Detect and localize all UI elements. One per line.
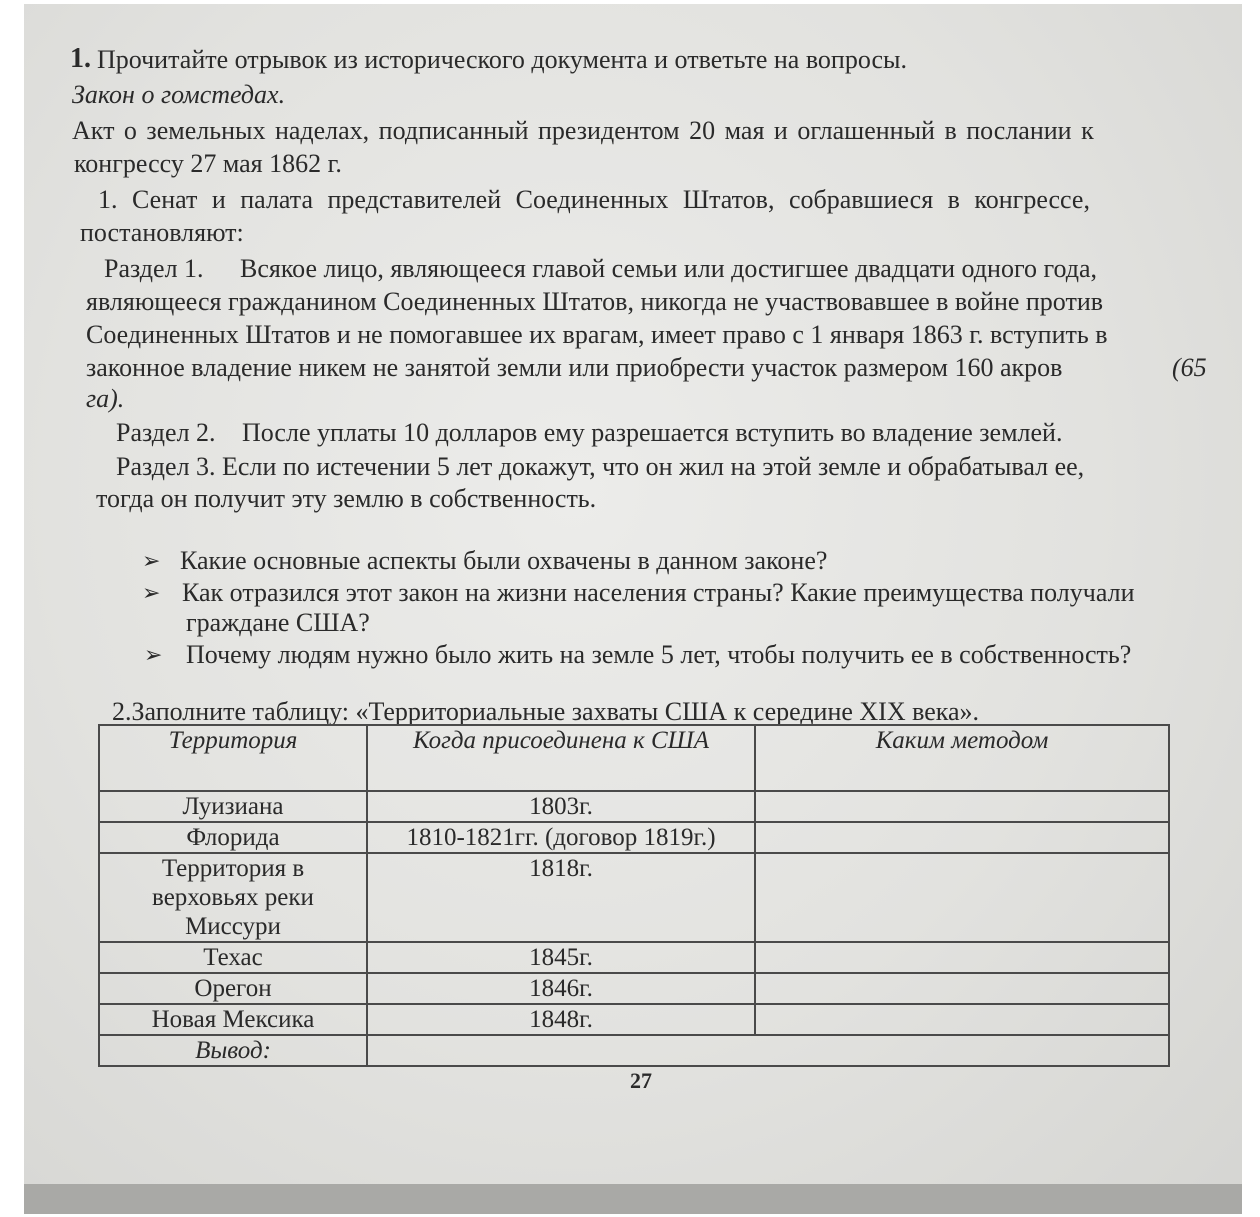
cell-method[interactable] xyxy=(755,791,1169,822)
table-row xyxy=(99,942,1169,973)
column-header-territory: Территория xyxy=(99,725,367,791)
bullet-arrow-icon: ➢ xyxy=(142,548,161,573)
section1-line-1: Всякое лицо, являющееся главой семьи или достигшее двадцати одного года, xyxy=(240,254,1097,283)
question-3: Почему людям нужно было жить на земле 5 лет, чтобы получить ее в собственность? xyxy=(186,640,1132,669)
territory-line: Территория в xyxy=(161,855,305,882)
section3-line-2: тогда он получит эту землю в собственность. xyxy=(96,484,597,513)
table-header-row xyxy=(99,725,1169,791)
column-header-method: Каким методом xyxy=(755,725,1169,791)
question-2: Как отразился этот закон на жизни населения страны? Какие преимущества получали xyxy=(182,578,1135,607)
section3-line-1: Раздел 3. Если по истечении 5 лет докажут, что он жил на этой земле и обрабатывал ее, xyxy=(116,452,1085,481)
cell-method[interactable] xyxy=(755,822,1169,853)
bullet-arrow-icon: ➢ xyxy=(142,580,161,605)
section2-label: Раздел 2. xyxy=(116,418,216,447)
cell-date: 1846г. xyxy=(367,973,755,1004)
territory-table xyxy=(98,724,1170,1067)
task1-heading: Прочитайте отрывок из исторического документа и ответьте на вопросы. xyxy=(97,45,907,74)
cell-date: 1803г. xyxy=(367,791,755,822)
law-title: Закон о гомстедах. xyxy=(72,80,286,109)
question-2-cont: граждане США? xyxy=(186,608,370,637)
conclusion-label: Вывод: xyxy=(99,1035,367,1066)
act-line-2: конгрессу 27 мая 1862 г. xyxy=(74,149,342,178)
section1-hectares-b: га). xyxy=(86,384,125,413)
bullet-arrow-icon: ➢ xyxy=(144,642,163,667)
section1-line-3: Соединенных Штатов и не помогавшее их врагам, имеет право с 1 января 1863 г. вступить в xyxy=(86,320,1108,349)
table-row xyxy=(99,973,1169,1004)
cell-territory: Луизиана xyxy=(99,791,367,822)
table-row xyxy=(99,1004,1169,1035)
section1-line-2: являющееся гражданином Соединенных Штатов, никогда не участвовавшее в войне против xyxy=(86,287,1104,316)
table-row xyxy=(99,791,1169,822)
cell-date: 1845г. xyxy=(367,942,755,973)
territory-line: верховьях реки xyxy=(152,884,314,911)
column-header-date: Когда присоединена к США xyxy=(367,725,755,791)
cell-date: 1848г. xyxy=(367,1004,755,1035)
section1-hectares-a: (65 xyxy=(1172,353,1207,382)
task2-heading: 2.Заполните таблицу: «Территориальные захваты США к середине XIX века». xyxy=(112,697,980,726)
conclusion-cell[interactable] xyxy=(367,1035,1169,1066)
cell-territory: Новая Мексика xyxy=(99,1004,367,1035)
cell-date: 1818г. xyxy=(367,853,755,942)
table-row xyxy=(99,822,1169,853)
section1-line-4: законное владение никем не занятой земли или приобрести участок размером 160 акров xyxy=(86,353,1063,382)
bottom-edge-shadow xyxy=(24,1184,1242,1214)
task1-number: 1. xyxy=(70,43,91,74)
section1-label: Раздел 1. xyxy=(104,254,204,283)
conclusion-row xyxy=(99,1035,1169,1066)
cell-method[interactable] xyxy=(755,1004,1169,1035)
page-number: 27 xyxy=(630,1068,652,1093)
cell-territory: Техас xyxy=(99,942,367,973)
cell-territory xyxy=(99,853,367,942)
cell-method[interactable] xyxy=(755,853,1169,942)
territory-line: Миссури xyxy=(185,913,281,940)
cell-method[interactable] xyxy=(755,942,1169,973)
senate-line-1: 1. Сенат и палата представителей Соединенных Штатов, собравшиеся в конгрессе, xyxy=(98,185,1090,214)
cell-date: 1810-1821гг. (договор 1819г.) xyxy=(367,822,755,853)
cell-territory: Флорида xyxy=(99,822,367,853)
cell-territory: Орегон xyxy=(99,973,367,1004)
cell-method[interactable] xyxy=(755,973,1169,1004)
table-row xyxy=(99,853,1169,942)
senate-line-2: постановляют: xyxy=(80,218,244,247)
question-1: Какие основные аспекты были охвачены в данном законе? xyxy=(180,546,828,575)
act-line-1: Акт о земельных наделах, подписанный президентом 20 мая и оглашенный в послании к xyxy=(72,116,1094,145)
section2-text: После уплаты 10 долларов ему разрешается вступить во владение землей. xyxy=(242,418,1063,447)
